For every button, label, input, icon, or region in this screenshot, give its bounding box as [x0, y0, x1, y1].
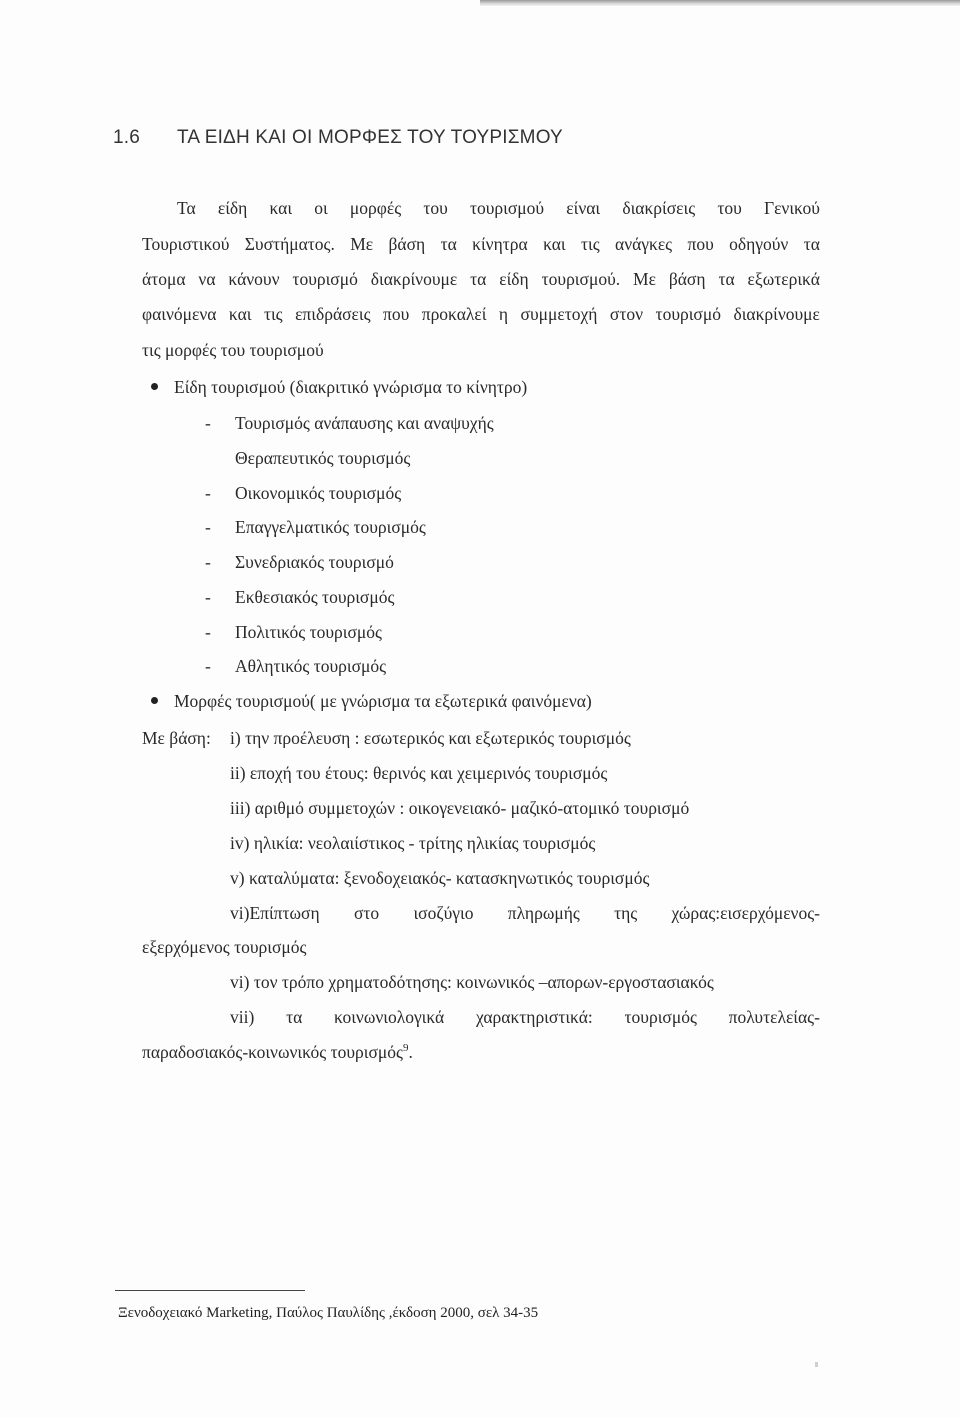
word: Τουριστικού	[142, 234, 230, 254]
word: μορφές	[349, 198, 402, 218]
word: στο	[353, 903, 380, 923]
list-item: Επαγγελματικός τουρισμός	[235, 517, 426, 537]
word: η	[498, 304, 509, 324]
word: κίνητρα	[472, 234, 528, 254]
footnote-reference: 9	[402, 1042, 409, 1055]
word: προκαλεί	[421, 304, 487, 324]
dash-marker: -	[205, 413, 211, 433]
dash-marker: -	[205, 517, 211, 537]
word: φαινόμενα	[142, 304, 217, 324]
word: κοινωνιολογικά	[334, 1007, 445, 1027]
word: που	[383, 304, 410, 324]
word: χώρας:εισερχόμενος-	[671, 903, 820, 923]
intro-line-1	[177, 197, 820, 219]
list-item: Πολιτικός τουρισμός	[235, 622, 382, 642]
word: του	[423, 198, 448, 218]
word: τουρισμό	[655, 304, 721, 324]
footnote-text: Ξενοδοχειακό Marketing, Παύλος Παυλίδης ,έκδοση 2000, σελ 34-35	[118, 1305, 539, 1321]
criteria-item-continued: εξερχόμενος τουρισμός	[142, 937, 307, 957]
list-item: Τουρισμός ανάπαυσης και αναψυχής	[235, 413, 494, 433]
word: είδη	[217, 198, 248, 218]
final-period: .	[408, 1042, 413, 1062]
word: που	[687, 234, 714, 254]
word: είναι	[566, 198, 601, 218]
word: και	[228, 304, 252, 324]
word: να	[198, 269, 216, 289]
word: Τα	[177, 198, 196, 218]
word: τα	[286, 1007, 303, 1027]
word: ισοζύγιο	[413, 903, 474, 923]
dash-marker: -	[205, 587, 211, 607]
scan-speck	[815, 1362, 818, 1367]
word: τουρισμός	[624, 1007, 697, 1027]
word: vii)	[230, 1007, 255, 1027]
criteria-prefix: Με βάση:	[142, 728, 211, 748]
dash-marker: -	[205, 656, 211, 676]
word: τουρισμού.	[541, 269, 621, 289]
criteria-item: ii) εποχή του έτους: θερινός και χειμερινός τουρισμός	[230, 763, 608, 783]
list-item: Αθλητικός τουρισμός	[235, 656, 387, 676]
word: τα	[803, 234, 820, 254]
word: διακρίνουμε	[370, 269, 458, 289]
word: τα	[718, 269, 735, 289]
list-item: Συνεδριακός τουρισμό	[235, 552, 394, 572]
list-item: Εκθεσιακός τουρισμός	[235, 587, 395, 607]
word: Γενικού	[763, 198, 820, 218]
word: διακρίνουμε	[733, 304, 820, 324]
intro-line-5: τις μορφές του τουρισμού	[142, 340, 324, 360]
word: χαρακτηριστικά:	[475, 1007, 593, 1027]
word: πληρωμής	[507, 903, 580, 923]
bullet-icon	[151, 697, 158, 704]
word: vi)Επίπτωση	[230, 903, 320, 923]
dash-marker: -	[205, 622, 211, 642]
word: βάση	[388, 234, 426, 254]
word: στον	[609, 304, 644, 324]
word: Με	[350, 234, 374, 254]
footnote-divider	[115, 1290, 305, 1291]
criteria-item-continued	[142, 1041, 413, 1063]
word: επιδράσεις	[295, 304, 371, 324]
types-heading: Είδη τουρισμού (διακριτικό γνώρισμα το κίνητρο)	[174, 377, 528, 397]
scan-edge	[480, 0, 960, 6]
word: Συστήματος.	[244, 234, 335, 254]
list-item: Θεραπευτικός τουρισμός	[235, 448, 411, 468]
dash-marker: -	[205, 483, 211, 503]
word: άτομα	[142, 269, 186, 289]
word: Με	[633, 269, 656, 289]
criteria-item	[230, 1006, 820, 1028]
word: της	[614, 903, 638, 923]
criteria-item: v) καταλύματα: ξενοδοχειακός- κατασκηνωτικός τουρισμός	[230, 868, 650, 888]
section-title: ΤΑ ΕΙΔΗ ΚΑΙ ΟΙ ΜΟΡΦΕΣ ΤΟΥ ΤΟΥΡΙΣΜΟΥ	[177, 127, 563, 148]
bullet-icon	[151, 383, 158, 390]
intro-line-4	[142, 303, 820, 325]
word: τα	[470, 269, 487, 289]
intro-line-2	[142, 233, 820, 255]
word: πολυτελείας-	[728, 1007, 820, 1027]
word: οδηγούν	[729, 234, 789, 254]
criteria-item: i) την προέλευση : εσωτερικός και εξωτερικός τουρισμός	[230, 728, 631, 748]
criteria-item: iv) ηλικία: νεολαιίστικος - τρίτης ηλικίας τουρισμός	[230, 833, 596, 853]
criteria-item: vi) τον τρόπο χρηματοδότησης: κοινωνικός –απορων-εργοστασιακός	[230, 972, 714, 992]
word: εξωτερικά	[747, 269, 820, 289]
list-item: Οικονομικός τουρισμός	[235, 483, 402, 503]
word: συμμετοχή	[520, 304, 598, 324]
forms-heading: Μορφές τουρισμού( με γνώρισμα τα εξωτερικά φαινόμενα)	[174, 691, 592, 711]
section-number: 1.6	[113, 127, 141, 148]
dash-marker: -	[205, 552, 211, 572]
word: τα	[440, 234, 457, 254]
word: τουρισμό	[292, 269, 358, 289]
criteria-text: παραδοσιακός-κοινωνικός τουρισμός	[142, 1042, 403, 1062]
word: του	[717, 198, 742, 218]
criteria-item	[230, 902, 820, 924]
word: είδη	[499, 269, 529, 289]
word: τουρισμού	[469, 198, 545, 218]
word: διακρίσεις	[622, 198, 696, 218]
word: τις	[580, 234, 600, 254]
word: ανάγκες	[615, 234, 673, 254]
criteria-item: iii) αριθμό συμμετοχών : οικογενειακό- μαζικό-ατομικό τουρισμό	[230, 798, 690, 818]
word: και	[269, 198, 293, 218]
word: και	[543, 234, 566, 254]
intro-line-3	[142, 268, 820, 290]
word: τις	[263, 304, 283, 324]
word: οι	[314, 198, 328, 218]
word: κάνουν	[228, 269, 280, 289]
word: βάση	[668, 269, 706, 289]
